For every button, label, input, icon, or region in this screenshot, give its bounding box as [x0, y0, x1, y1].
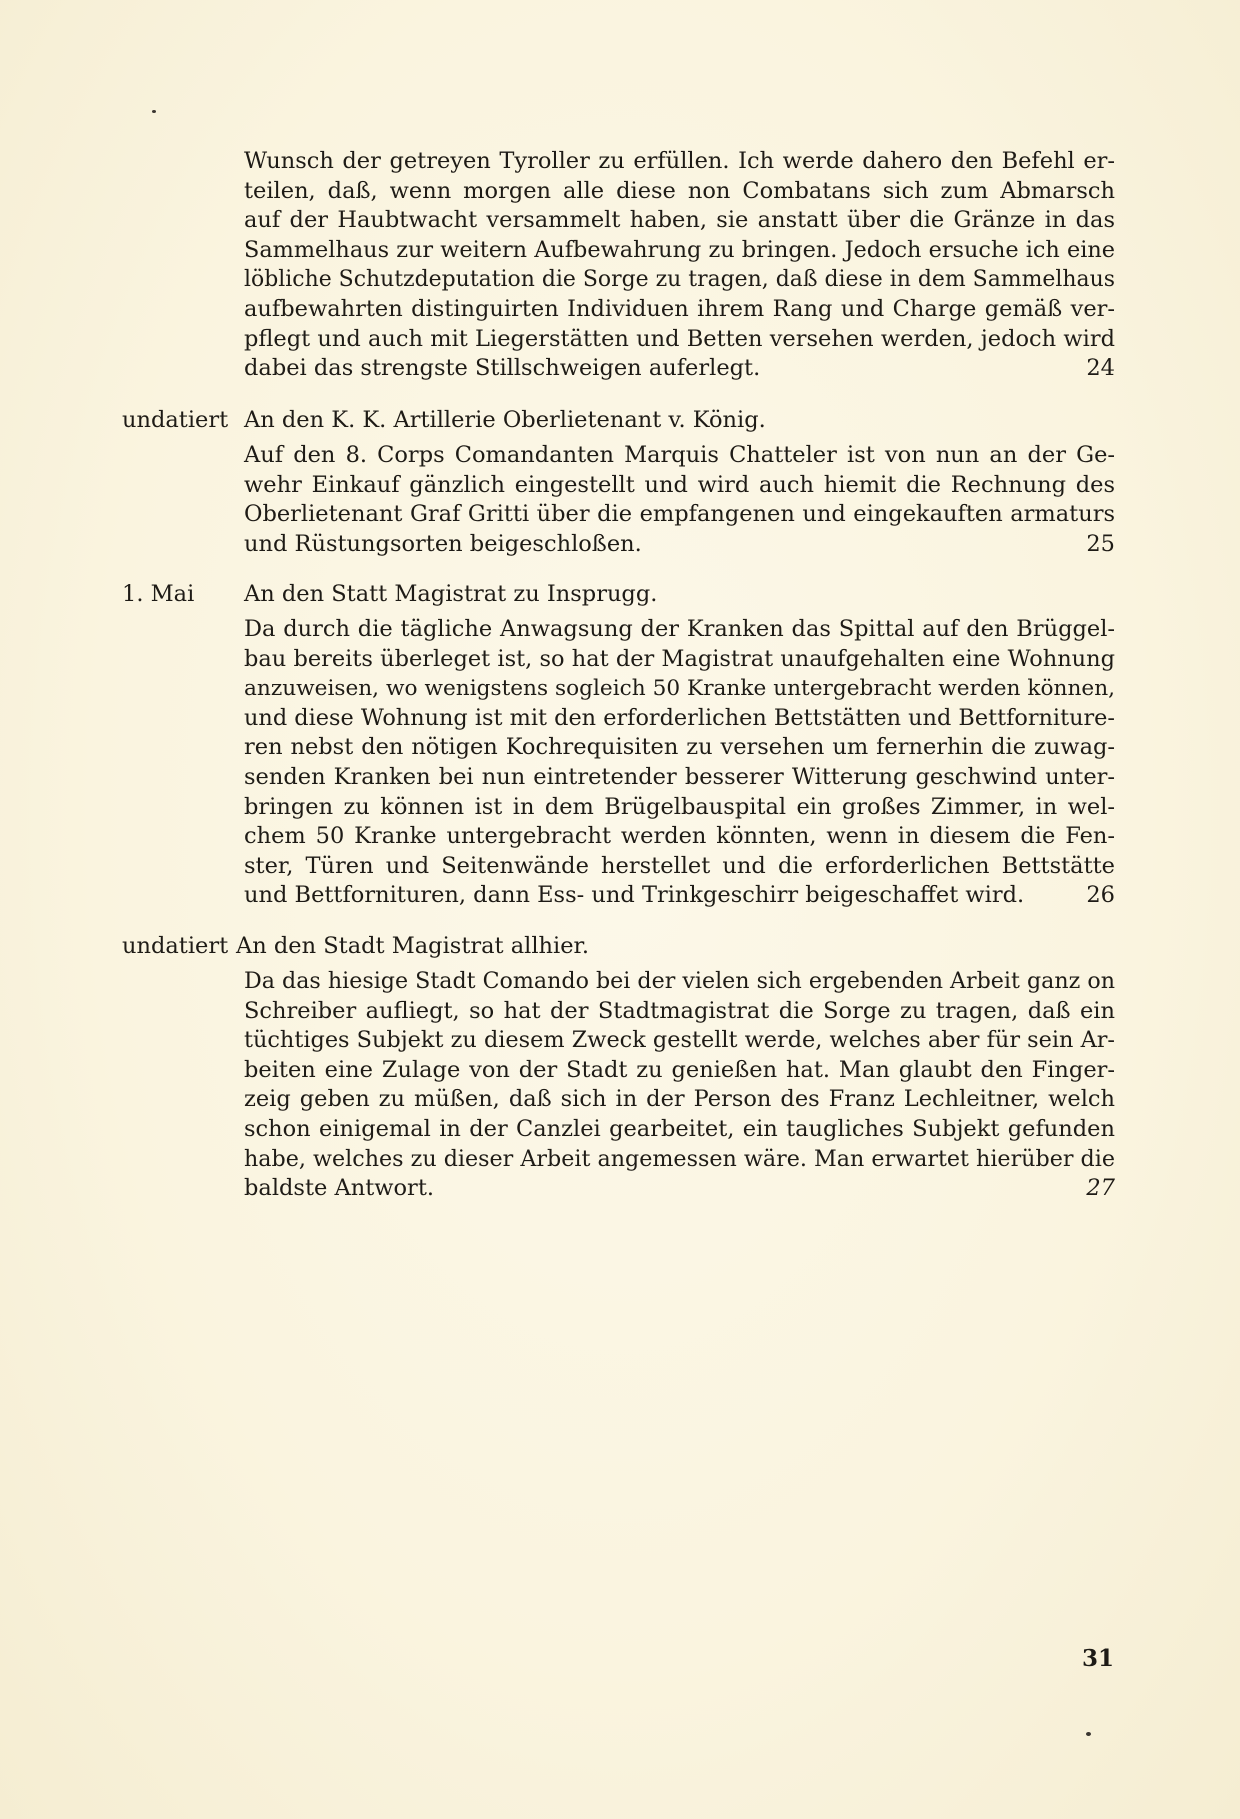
text-line: und diese Wohnung ist mit den erforderlichen Bettstätten und Bettforniture- — [244, 704, 1115, 731]
text-line: anzuweisen, wo wenigstens sogleich 50 Kranke untergebracht werden können, — [244, 676, 1115, 702]
entry-date: 1. Mai — [122, 581, 195, 607]
text-line: pflegt und auch mit Liegerstätten und Betten versehen werden, jedoch wird — [244, 325, 1115, 352]
text-line: zeig geben zu müßen, daß sich in der Person des Franz Lechleitner, welch — [244, 1086, 1115, 1113]
text-line: auf der Haubtwacht versammelt haben, sie anstatt über die Gränze in das — [244, 207, 1115, 234]
paper-speck — [152, 110, 156, 113]
text-line: chem 50 Kranke untergebracht werden könnten, wenn in diesem die Fen- — [244, 823, 1115, 850]
entry-25-body — [244, 441, 1115, 559]
entry-number: 26 — [1086, 882, 1115, 909]
text-line: ren nebst den nötigen Kochrequisiten zu versehen um fernerhin die zuwag- — [244, 734, 1115, 761]
text-line-content: dabei das strengste Stillschweigen auferlegt. — [244, 355, 761, 382]
text-line: senden Kranken bei nun eintretender besserer Witterung geschwind unter- — [244, 763, 1115, 790]
entry-heading: An den K. K. Artillerie Oberlietenant v. König. — [244, 407, 766, 433]
text-line: ster, Türen und Seitenwände herstellet und die erforderlichen Bettstätte — [244, 852, 1115, 879]
paper-speck — [1086, 1732, 1091, 1736]
entry-number: 24 — [1086, 355, 1115, 382]
text-line-content: und Bettfornituren, dann Ess- und Trinkgeschirr beigeschaffet wird. — [244, 882, 1025, 909]
entry-heading: An den Statt Magistrat zu Insprugg. — [244, 581, 658, 607]
entry-number: 25 — [1086, 530, 1115, 557]
text-line-content: und Rüstungsorten beigeschloßen. — [244, 530, 642, 557]
text-line: Sammelhaus zur weitern Aufbewahrung zu bringen. Jedoch ersuche ich eine — [244, 236, 1115, 263]
entry-heading: An den Stadt Magistrat allhier. — [236, 933, 589, 959]
text-line: beiten eine Zulage von der Stadt zu genießen hat. Man glaubt den Finger- — [244, 1056, 1115, 1083]
page-number: 31 — [1081, 1645, 1114, 1672]
text-line: Da durch die tägliche Anwagsung der Kranken das Spittal auf den Brüggel- — [244, 616, 1115, 642]
text-line: Auf den 8. Corps Comandanten Marquis Chatteler ist von nun an der Ge- — [244, 442, 1115, 468]
text-line: wehr Einkauf gänzlich eingestellt und wird auch hiemit die Rechnung des — [244, 471, 1115, 498]
entry-number: 27 — [1086, 1175, 1115, 1202]
text-line: Oberlietenant Graf Gritti über die empfangenen und eingekauften armaturs — [244, 501, 1115, 528]
entry-26-body — [244, 615, 1115, 911]
entry-24-body — [244, 147, 1115, 384]
text-line: teilen, daß, wenn morgen alle diese non Combatans sich zum Abmarsch — [244, 177, 1115, 204]
entry-date: undatiert — [122, 933, 229, 959]
text-line — [244, 1174, 1115, 1204]
text-line: tüchtiges Subjekt zu diesem Zweck gestellt werde, welches aber für sein Ar- — [244, 1027, 1115, 1054]
text-line: Wunsch der getreyen Tyroller zu erfüllen. Ich werde dahero den Befehl er- — [244, 148, 1115, 174]
text-line: schon einigemal in der Canzlei gearbeitet, ein taugliches Subjekt gefunden — [244, 1115, 1115, 1142]
text-line — [244, 530, 1115, 560]
text-line: löbliche Schutzdeputation die Sorge zu tragen, daß diese in dem Sammelhaus — [244, 267, 1115, 293]
text-line — [244, 881, 1115, 911]
entry-date: undatiert — [122, 407, 229, 433]
text-line-content: baldste Antwort. — [244, 1175, 435, 1202]
text-line: Schreiber aufliegt, so hat der Stadtmagistrat die Sorge zu tragen, daß ein — [244, 997, 1115, 1024]
text-line: bau bereits überleget ist, so hat der Magistrat unaufgehalten eine Wohnung — [244, 645, 1115, 672]
text-line: bringen zu können ist in dem Brügelbauspital ein großes Zimmer, in wel- — [244, 793, 1115, 820]
text-line: Da das hiesige Stadt Comando bei der vielen sich ergebenden Arbeit ganz on — [244, 968, 1115, 994]
text-line — [244, 354, 1115, 384]
entry-27-body — [244, 967, 1115, 1204]
text-line: aufbewahrten distinguirten Individuen ihrem Rang und Charge gemäß ver- — [244, 295, 1115, 322]
text-line: habe, welches zu dieser Arbeit angemessen wäre. Man erwartet hierüber die — [244, 1145, 1115, 1172]
